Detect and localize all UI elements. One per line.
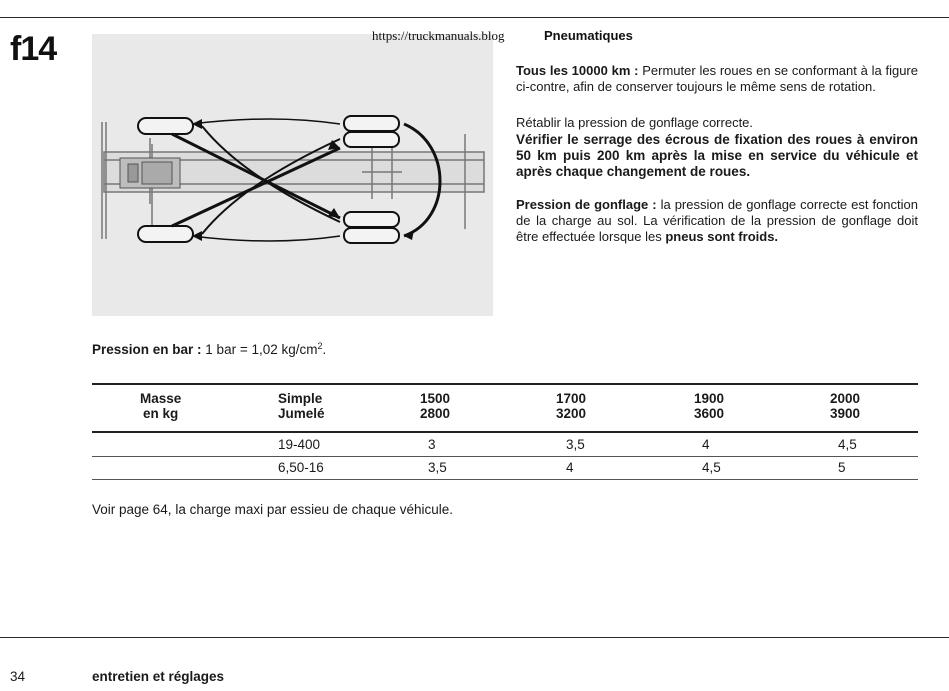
table-header-rule [92, 431, 918, 433]
table-row-2-value-4: 5 [838, 460, 846, 475]
header-mass [140, 391, 181, 421]
inflation-pressure-paragraph [516, 197, 918, 245]
header-load-4 [830, 391, 860, 421]
header-load-3-single: 1900 [694, 391, 725, 406]
table-bottom-rule [92, 479, 918, 480]
rear-left-outer-tire [344, 116, 399, 131]
axle-load-reference: Voir page 64, la charge maxi par essieu de chaque véhicule. [92, 502, 453, 517]
pressure-unit-exponent: 2 [317, 341, 323, 351]
table-row-1-value-3: 4 [702, 437, 710, 452]
table-row-2-value-3: 4,5 [702, 460, 721, 475]
pressure-unit-period: . [322, 342, 327, 357]
table-row-2-tire: 6,50-16 [278, 460, 324, 475]
header-dual: Jumelé [278, 406, 325, 421]
section-heading: Pneumatiques [544, 28, 633, 43]
inflation-pressure-end: pneus sont froids. [665, 229, 779, 244]
section-code: f14 [10, 30, 57, 68]
top-rule [0, 17, 949, 18]
header-load-1-dual: 2800 [420, 406, 451, 421]
table-row-2-value-2: 4 [566, 460, 574, 475]
header-load-3 [694, 391, 724, 421]
pressure-unit-note [92, 341, 326, 357]
pressure-reset-instruction: Rétablir la pression de gonflage correcte. [516, 115, 754, 130]
source-url: https://truckmanuals.blog [372, 28, 505, 43]
table-top-rule [92, 383, 918, 385]
table-row-1-value-4: 4,5 [838, 437, 857, 452]
table-row-1-value-1: 3 [428, 437, 436, 452]
chapter-title: entretien et réglages [92, 669, 225, 684]
rear-left-inner-tire [344, 132, 399, 147]
table-row-2-value-1: 3,5 [428, 460, 447, 475]
rear-right-inner-tire [344, 212, 399, 227]
tire-rotation-diagram [92, 34, 493, 316]
engine-icon [120, 158, 180, 188]
nut-tightening-warning: Vérifier le serrage des écrous de fixation des roues à environ 50 km puis 200 km après la mise en service du véhicule et après chaque changement de roues. [516, 132, 918, 179]
table-row-1-value-2: 3,5 [566, 437, 585, 452]
rotation-instruction [516, 63, 918, 95]
page-number: 34 [10, 669, 26, 684]
header-load-4-dual: 3900 [830, 406, 861, 421]
header-load-4-single: 2000 [830, 391, 861, 406]
header-load-1 [420, 391, 450, 421]
pressure-unit-lead: Pression en bar : [92, 342, 202, 357]
table-row-1-tire: 19-400 [278, 437, 321, 452]
header-single: Simple [278, 391, 323, 406]
header-load-2-dual: 3200 [556, 406, 587, 421]
chassis-illustration [92, 34, 493, 316]
table-row-rule [92, 456, 918, 457]
rear-right-outer-tire [344, 228, 399, 243]
header-mounting [278, 391, 325, 421]
bottom-rule [0, 637, 949, 638]
header-mass-line2: en kg [143, 406, 179, 421]
header-load-3-dual: 3600 [694, 406, 725, 421]
inflation-pressure-text: la pression de gonflage correcte est fonction de la charge au sol. La vérification de la pression de gonflage doit être effectuée lorsque les [516, 197, 918, 244]
header-load-2-single: 1700 [556, 391, 587, 406]
front-left-tire [138, 118, 193, 134]
rotation-instruction-text: Permuter les roues en se conformant à la figure ci-contre, afin de conserver toujours le même sens de rotation. [516, 63, 918, 94]
rotation-instruction-lead: Tous les 10000 km : [516, 63, 639, 78]
front-right-tire [138, 226, 193, 242]
pressure-unit-text: 1 bar = 1,02 kg/cm [201, 342, 318, 357]
header-load-1-single: 1500 [420, 391, 451, 406]
inflation-pressure-lead: Pression de gonflage : [516, 197, 657, 212]
header-mass-line1: Masse [140, 391, 182, 406]
header-load-2 [556, 391, 586, 421]
